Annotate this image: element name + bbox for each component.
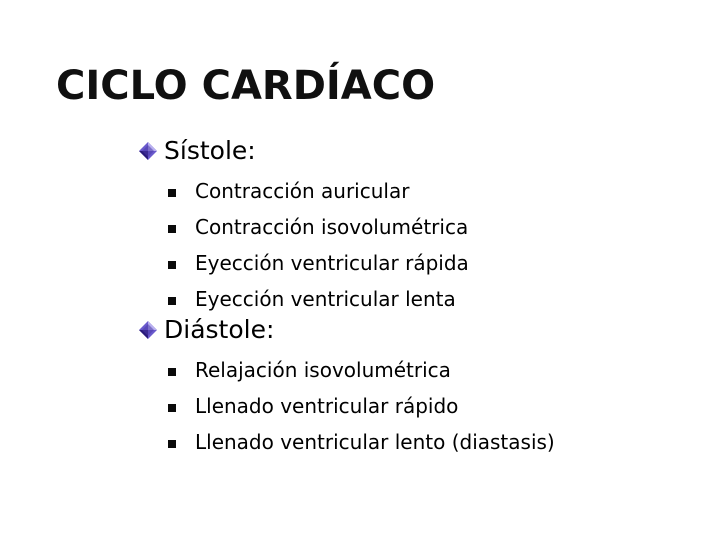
slide-title: CICLO CARDÍACO: [56, 63, 436, 109]
list-item: [138, 209, 698, 245]
list-item: [138, 281, 698, 317]
diamond-icon: [138, 320, 158, 340]
list-item-text: Llenado ventricular rápido: [195, 394, 459, 418]
diamond-icon: [138, 141, 158, 161]
list-item: [138, 424, 698, 460]
diastole-list: [138, 352, 698, 460]
square-bullet-icon: [168, 261, 176, 269]
square-bullet-icon: [168, 225, 176, 233]
bullet-diastole: [138, 313, 698, 347]
square-bullet-icon: [168, 297, 176, 305]
square-bullet-icon: [168, 368, 176, 376]
systole-list: [138, 173, 698, 317]
bullet-systole: [138, 134, 698, 168]
section-systole: [138, 134, 698, 317]
list-item: [138, 388, 698, 424]
list-item-text: Llenado ventricular lento (diastasis): [195, 430, 555, 454]
list-item-text: Contracción auricular: [195, 179, 410, 203]
bullet-label-diastole: Diástole:: [164, 315, 275, 344]
list-item-text: Contracción isovolumétrica: [195, 215, 469, 239]
square-bullet-icon: [168, 440, 176, 448]
bullet-label-systole: Sístole:: [164, 136, 256, 165]
list-item: [138, 352, 698, 388]
list-item: [138, 245, 698, 281]
list-item-text: Eyección ventricular rápida: [195, 251, 469, 275]
list-item-text: Eyección ventricular lenta: [195, 287, 456, 311]
section-diastole: [138, 313, 698, 460]
list-item-text: Relajación isovolumétrica: [195, 358, 451, 382]
square-bullet-icon: [168, 404, 176, 412]
list-item: [138, 173, 698, 209]
square-bullet-icon: [168, 189, 176, 197]
